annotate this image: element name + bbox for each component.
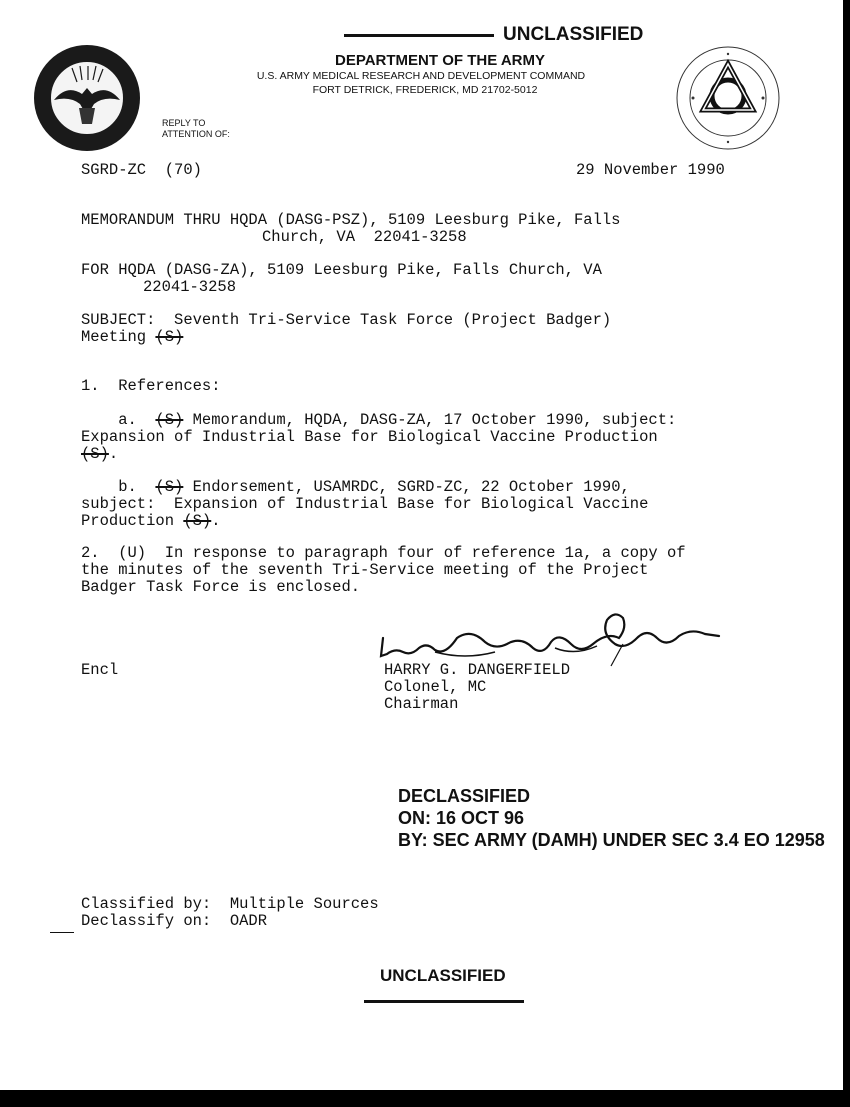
ref-b-label: b. [81,478,156,496]
memo-for-line-2: 22041-3258 [143,278,237,296]
references-heading: 1. References: [81,377,221,395]
scan-edge-bottom [0,1090,850,1107]
letterhead-command: U.S. ARMY MEDICAL RESEARCH AND DEVELOPMENT COMMAND [256,70,586,82]
memo-thru-line-2: Church, VA 22041-3258 [262,228,467,246]
memo-thru-line-1: MEMORANDUM THRU HQDA (DASG-PSZ), 5109 Leesburg Pike, Falls [81,211,621,229]
declass-stamp-line-1: DECLASSIFIED [398,786,531,806]
classification-bottom: UNCLASSIFIED [380,966,506,985]
subject-line-1: SUBJECT: Seventh Tri-Service Task Force (Project Badger) [81,311,612,329]
scan-edge-right [843,0,850,1107]
ref-a-label: a. [81,411,156,429]
struck-classification-mark: (S) [155,478,184,496]
office-symbol: SGRD-ZC (70) [81,161,202,179]
ref-a-line-3 [81,446,118,463]
declass-stamp-line-2: ON: 16 OCT 96 [398,808,525,828]
classification-top: UNCLASSIFIED [503,24,644,45]
para2-line-1: 2. (U) In response to paragraph four of reference 1a, a copy of [81,544,686,562]
para2-line-2: the minutes of the seventh Tri-Service meeting of the Project [81,561,649,579]
ref-b-line-3 [81,513,221,530]
declassify-on: Declassify on: OADR [81,912,268,930]
ref-a-text: Memorandum, HQDA, DASG-ZA, 17 October 1990, subject: [183,411,677,429]
classified-by: Classified by: Multiple Sources [81,895,379,913]
ref-b-text-end: Production [81,512,184,530]
memo-date: 29 November 1990 [576,161,725,179]
signer-title: Chairman [384,695,459,713]
struck-classification-mark: (S) [81,445,109,463]
ref-b-line-2: subject: Expansion of Industrial Base for Biological Vaccine [81,495,649,513]
ref-a-period: . [108,445,119,463]
enclosure-label: Encl [81,661,119,679]
ref-b-text: Endorsement, USAMRDC, SGRD-ZC, 22 October 1990, [183,478,630,496]
subject-line-2 [81,329,183,346]
bottom-class-rule [364,1000,524,1003]
bicentennial-seal-icon [673,44,783,152]
letterhead-dept: DEPARTMENT OF THE ARMY [335,52,545,69]
signer-rank: Colonel, MC [384,678,487,696]
top-class-rule [344,34,494,37]
letterhead-address: FORT DETRICK, FREDERICK, MD 21702-5012 [312,84,538,96]
ref-b-period: . [211,512,221,530]
para2-line-3: Badger Task Force is enclosed. [81,578,361,596]
struck-classification-mark: (S) [155,328,184,346]
ref-a-line-1 [81,412,676,429]
struck-classification-mark: (S) [155,411,184,429]
attention-of-label: ATTENTION OF: [162,129,230,139]
margin-mark [50,932,74,933]
subject-text: Meeting [81,328,156,346]
ref-a-line-2: Expansion of Industrial Base for Biological Vaccine Production [81,428,658,446]
struck-classification-mark: (S) [183,512,212,530]
signer-name: HARRY G. DANGERFIELD [384,661,571,679]
ref-b-line-1 [81,479,630,496]
declass-stamp-line-3: BY: SEC ARMY (DAMH) UNDER SEC 3.4 EO 12958 [398,830,825,850]
memo-for-line-1: FOR HQDA (DASG-ZA), 5109 Leesburg Pike, Falls Church, VA [81,261,602,279]
reply-to-label: REPLY TO [162,118,206,128]
